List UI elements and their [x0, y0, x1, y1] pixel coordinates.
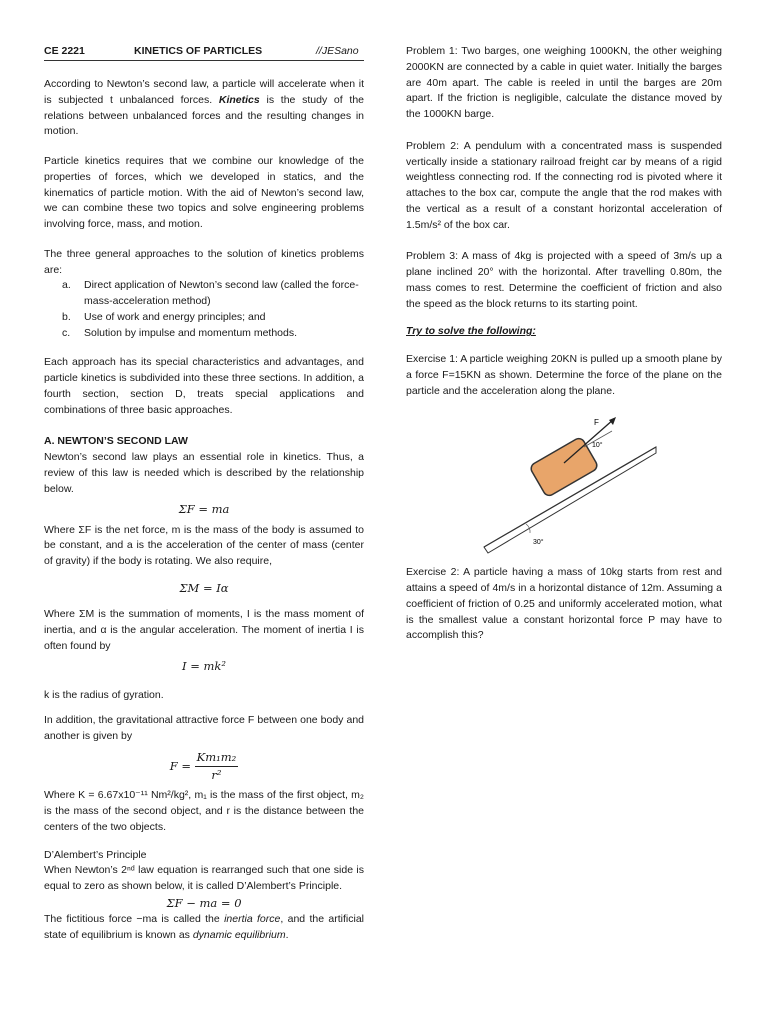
try-heading: Try to solve the following:: [406, 325, 536, 338]
author-tag: //JESano: [316, 45, 359, 57]
approaches-list: [44, 278, 364, 341]
list-marker: a.: [62, 279, 71, 292]
list-marker: c.: [62, 326, 71, 339]
list-text: Use of work and energy principles; and: [84, 310, 266, 323]
list-text: Solution by impulse and momentum methods.: [84, 326, 298, 339]
equation-moment: ΣM = Iα: [179, 580, 229, 595]
right-column: [406, 44, 722, 644]
force-label: F: [594, 418, 599, 428]
section-a-heading: A. NEWTON’S SECOND LAW: [44, 435, 188, 448]
incline-angle-label: 30°: [533, 539, 544, 547]
force-arrow-head: [609, 417, 616, 425]
section-a-paragraph: Newton’s second law plays an essential role in kinetics. Thus, a review of this law is needed which is described by the relationship below.: [44, 451, 364, 495]
list-text: Direct application of Newton’s second law (called the force-mass-acceleration method): [84, 279, 359, 307]
list-item: [62, 326, 364, 342]
eq-numerator: Km₁m₂: [195, 749, 239, 767]
header-rule: [44, 60, 364, 61]
document-title: KINETICS OF PARTICLES: [134, 45, 263, 57]
equation-newton: ΣF = ma: [178, 502, 230, 517]
intro-paragraph-1: [44, 77, 364, 140]
approaches-intro: The three general approaches to the solution of kinetics problems are:: [44, 247, 364, 276]
force-angle-label: 10°: [592, 442, 603, 450]
radius-gyration-def: k is the radius of gyration.: [44, 688, 164, 701]
dalembert-paragraph: When Newton’s 2ⁿᵈ law equation is rearranged such that one side is equal to zero as shown below, it is called D’Alembert’s Principle.: [44, 864, 364, 892]
list-marker: b.: [62, 310, 71, 323]
where-gravitation: Where K = 6.67x10⁻¹¹ Nm²/kg², m₁ is the mass of the first object, m₂ is the mass of the second object, and r is the distance between the centers of the two objects.: [44, 789, 364, 833]
dynamic-equilibrium-term: dynamic equilibrium: [192, 928, 286, 941]
exercise-2: Exercise 2: A particle having a mass of 10kg starts from rest and attains a speed of 4m/s in a horizontal distance of 12m. Assuming a coefficient of friction of 0.25 and uniformly accelerated motion, what is the smallest value a constant horizontal force P may have to accomplish this?: [406, 566, 722, 642]
equation-dalembert: ΣF − ma = 0: [166, 895, 242, 910]
kinetics-keyword: Kinetics: [218, 93, 260, 106]
left-column: [44, 44, 364, 944]
incline-diagram: [406, 407, 722, 557]
dalembert-heading: D’Alembert’s Principle: [44, 848, 147, 861]
problem-1: Problem 1: Two barges, one weighing 1000KN, the other weighing 2000KN are connected by a cable in quiet water. Initially the barges are 40m apart. The cable is reeled in until the barges are 20m apart. If the friction is negligible, calculate the distance moved by the 1000KN barge.: [406, 45, 722, 120]
course-code: CE 2221: [44, 45, 85, 57]
inertia-text-a: The fictitious force −ma is called the: [44, 913, 220, 925]
list-item: [62, 310, 364, 326]
exercise-1: Exercise 1: A particle weighing 20KN is pulled up a smooth plane by a force F=15KN as shown. Determine the force of the plane on the particle and the acceleration along the plane.: [406, 353, 722, 397]
list-item: [62, 278, 364, 310]
inertia-text-b: , and the artificial state of equilibrium is known as: [44, 913, 364, 941]
page-header: [44, 44, 364, 60]
intro-paragraph-3: Each approach has its special characteristics and advantages, and particle kinetics is subdivided into these three sections. In addition, a fourth section, section D, treats special applications and combinations of three basic approaches.: [44, 356, 364, 416]
eq-denominator: r²: [211, 768, 222, 782]
intro-paragraph-2: Particle kinetics requires that we combine our knowledge of the properties of forces, which we developed in statics, and the kinematics of particle motion. With the aid of Newton’s second law, we can combine these two topics and solve engineering problems involving force, mass, and motion.: [44, 155, 364, 230]
where-net-force: Where ΣF is the net force, m is the mass of the body is assumed to be constant, and a is the acceleration of the center of mass (center of gravity) if the body is rotating. We also require,: [44, 523, 364, 567]
equation-inertia: I = mk²: [182, 659, 226, 674]
incline-figure: [406, 407, 722, 557]
gravitation-paragraph: In addition, the gravitational attractive force F between one body and another is given by: [44, 714, 364, 742]
inertia-text-c: .: [285, 928, 289, 941]
eq-lhs: F =: [169, 758, 191, 773]
equation-gravitation: [44, 749, 364, 785]
where-moment: Where ΣM is the summation of moments, I is the mass moment of inertia, and α is the angular acceleration. The moment of inertia I is often found by: [44, 608, 364, 652]
intro-text-a: According to Newton’s second law, a particle will accelerate when it is subjected t unbalanced forces.: [44, 78, 364, 106]
intro-text-b: is the study of the relations between unbalanced forces and the resulting changes in motion.: [44, 93, 365, 138]
inertia-force-paragraph: [44, 912, 364, 944]
inertia-force-term: inertia force: [224, 913, 281, 925]
problem-3: Problem 3: A mass of 4kg is projected with a speed of 3m/s up a plane inclined 20° with the horizontal. After travelling 0.80m, the mass comes to rest. Determine the coefficient of friction and also the speed as the block returns to its starting point.: [406, 250, 722, 310]
eq-fraction: [195, 749, 239, 785]
problem-2: Problem 2: A pendulum with a concentrated mass is suspended vertically inside a stationary railroad freight car by means of a rigid weightless connecting rod. If the connecting rod is pivoted where it attaches to the box car, compute the angle that the rod makes with the vertical as a result of a constant horizontal acceleration of 1.5m/s² of the box car.: [406, 139, 722, 231]
